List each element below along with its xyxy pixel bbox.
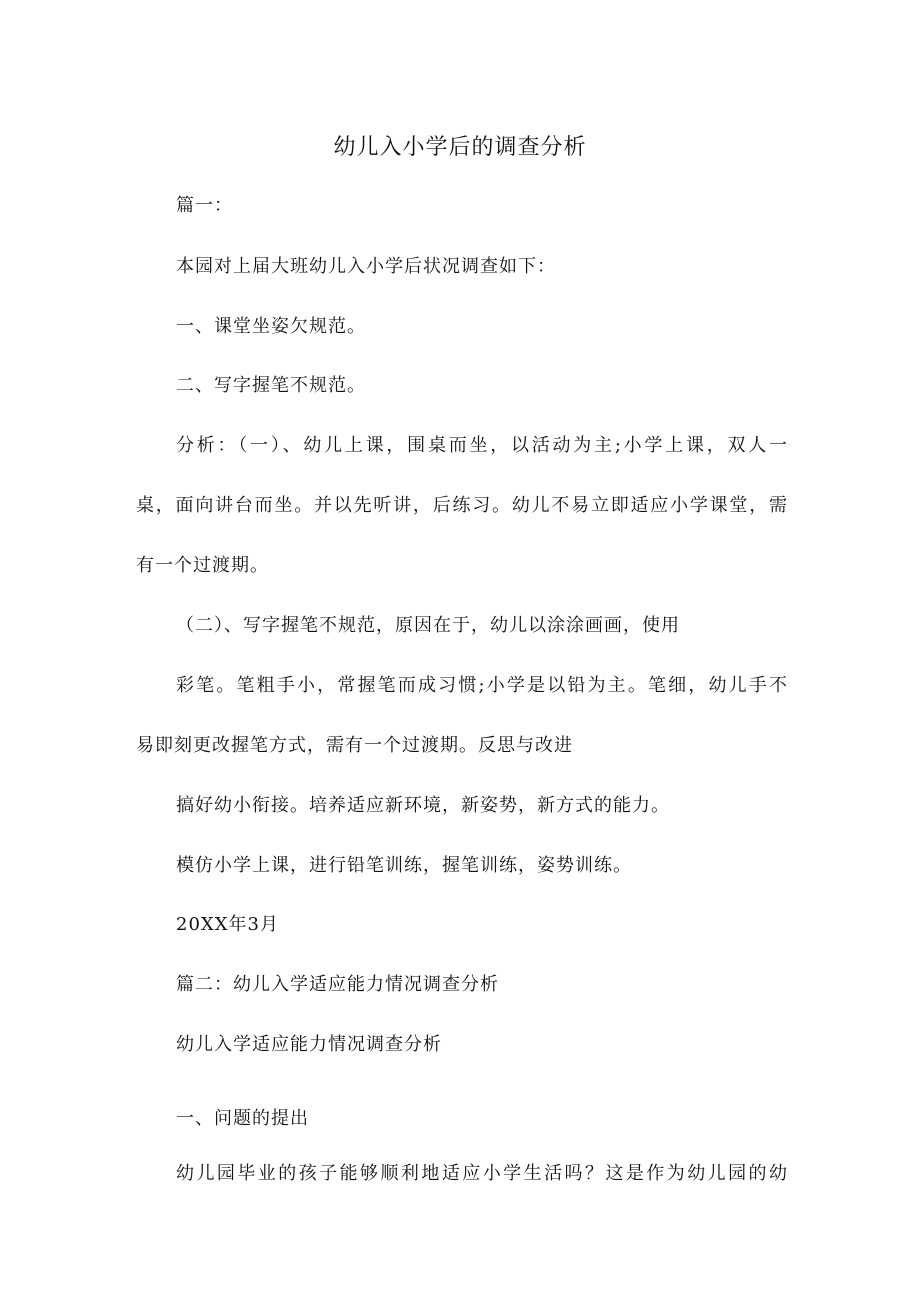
paragraph-line: 桌，面向讲台而坐。并以先听讲，后练习。幼儿不易立即适应小学课堂，需 [136, 495, 788, 516]
section-heading: 一、问题的提出 [176, 1108, 309, 1129]
document-title: 幼儿入小学后的调查分析 [333, 135, 587, 160]
paragraph-line: 分析：（一）、幼儿上课，围桌而坐，以活动为主;小学上课，双人一 [176, 435, 788, 456]
paragraph-line: （二）、写字握笔不规范，原因在于，幼儿以涂涂画画，使用 [176, 615, 680, 636]
subtitle-line: 幼儿入学适应能力情况调查分析 [176, 1034, 442, 1055]
paragraph-line: 模仿小学上课，进行铅笔训练，握笔训练，姿势训练。 [176, 855, 632, 876]
paragraph-line: 有一个过渡期。 [136, 555, 269, 576]
section-heading: 篇二：幼儿入学适应能力情况调查分析 [176, 974, 499, 995]
paragraph-line: 彩笔。笔粗手小，常握笔而成习惯;小学是以铅为主。笔细，幼儿手不 [176, 675, 788, 696]
paragraph-line: 幼儿园毕业的孩子能够顺利地适应小学生活吗？这是作为幼儿园的幼 [176, 1163, 788, 1184]
paragraph-line: 易即刻更改握笔方式，需有一个过渡期。反思与改进 [136, 735, 573, 756]
paragraph-line: 一、课堂坐姿欠规范。 [176, 316, 366, 337]
paragraph-line: 篇一： [176, 195, 233, 216]
date-line: 20XX年3月 [176, 914, 279, 935]
paragraph-line: 搞好幼小衔接。培养适应新环境，新姿势，新方式的能力。 [176, 795, 670, 816]
paragraph-line: 本园对上届大班幼儿入小学后状况调查如下： [176, 256, 556, 277]
paragraph-line: 二、写字握笔不规范。 [176, 375, 366, 396]
